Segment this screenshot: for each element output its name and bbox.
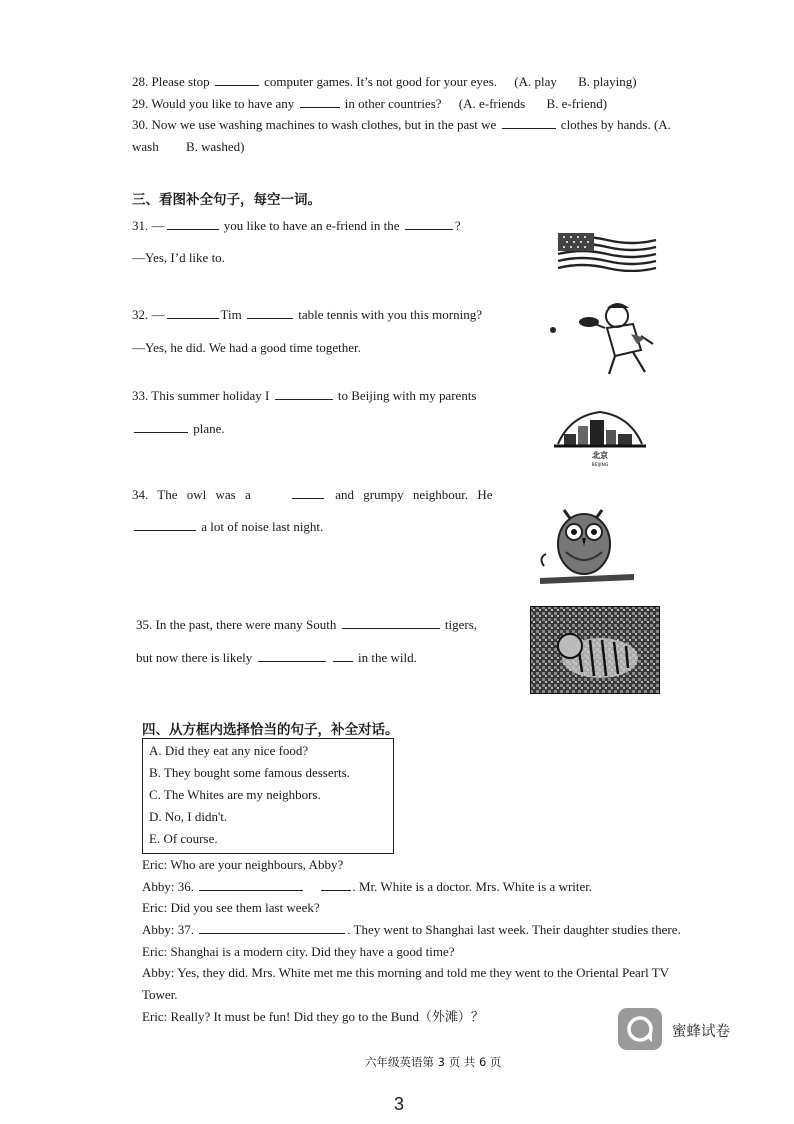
q33-stem-end2: plane. [193, 421, 225, 436]
option-a: A. Did they eat any nice food? [149, 743, 309, 758]
q34-blank-2[interactable] [134, 519, 196, 531]
question-34-line2 [132, 519, 323, 535]
option-c: C. The Whites are my neighbors. [149, 787, 321, 802]
q35-blank-3[interactable] [333, 650, 353, 662]
beijing-caption: 北京 [592, 451, 608, 460]
beijing-caption-en: BEIJING [591, 463, 609, 468]
dialogue-line-2 [142, 879, 592, 895]
refresh-logo-icon [618, 1008, 662, 1050]
q28-option-a: (A. play [514, 74, 557, 89]
tiger-image [530, 606, 660, 694]
q33-blank-1[interactable] [275, 388, 333, 400]
watermark-text: 蜜蜂试卷 [672, 1024, 730, 1040]
question-29 [132, 96, 607, 112]
dialogue-line-6: Abby: Yes, they did. Mrs. White met me this morning and told me they went to the Oriental Pearl TV [142, 965, 670, 980]
option-e: E. Of course. [149, 831, 218, 846]
q34-stem-end2: a lot of noise last night. [201, 519, 324, 534]
q32-blank-2[interactable] [247, 307, 293, 319]
q28-option-b: B. playing) [578, 74, 637, 89]
dialogue-line-4 [142, 922, 681, 938]
q36-blank-1[interactable] [199, 879, 303, 891]
question-35 [136, 617, 477, 633]
q28-stem: 28. Please stop [132, 74, 210, 89]
q33-stem-end: to Beijing with my parents [337, 388, 477, 403]
q31-blank-2[interactable] [405, 218, 453, 230]
question-30 [132, 117, 671, 133]
q36-blank-2[interactable] [321, 879, 351, 891]
q35-stem-2: but now there is likely [136, 650, 253, 665]
q32-stem-mid: Tim [220, 307, 242, 322]
q35-blank-2[interactable] [258, 650, 326, 662]
q29-blank[interactable] [300, 96, 340, 108]
option-b: B. They bought some famous desserts. [149, 765, 350, 780]
option-d: D. No, I didn't. [149, 809, 228, 824]
question-33 [132, 388, 477, 404]
q32-reply: —Yes, he did. We had a good time together. [132, 340, 361, 355]
q35-stem: 35. In the past, there were many South [136, 617, 337, 632]
q30-option-b: B. washed) [185, 139, 245, 154]
q31-stem-end: ? [454, 218, 461, 233]
q32-blank-1[interactable] [167, 307, 219, 319]
q31-reply: —Yes, I’d like to. [132, 250, 225, 265]
dialogue-line-1: Eric: Who are your neighbours, Abby? [142, 857, 344, 872]
section-4-title: 四、从方框内选择恰当的句子，补全对话。 [142, 722, 399, 738]
owl-image [530, 502, 640, 588]
q29-stem: 29. Would you like to have any [132, 96, 295, 111]
ping-pong-player-image [545, 290, 660, 378]
q34-stem-end: and grumpy neighbour. He [335, 487, 493, 502]
q29-option-a: (A. e-friends [458, 96, 526, 111]
dialogue-line-3: Eric: Did you see them last week? [142, 900, 320, 915]
dialogue-36-rest: . Mr. White is a doctor. Mrs. White is a writer. [352, 879, 593, 894]
question-34 [132, 487, 493, 503]
dialogue-line-5: Eric: Shanghai is a modern city. Did they have a good time? [142, 944, 455, 959]
question-31 [132, 218, 461, 234]
q29-option-b: B. e-friend) [546, 96, 608, 111]
question-32 [132, 307, 482, 323]
options-box [142, 738, 394, 854]
question-28 [132, 74, 637, 90]
usa-flag-image [552, 228, 662, 272]
q31-blank-1[interactable] [167, 218, 219, 230]
q31-stem-mid: you like to have an e-friend in the [223, 218, 400, 233]
q32-stem-end: table tennis with you this morning? [298, 307, 483, 322]
q33-stem: 33. This summer holiday I [132, 388, 270, 403]
q29-stem-end: in other countries? [344, 96, 442, 111]
q30-stem: 30. Now we use washing machines to wash clothes, but in the past we [132, 117, 497, 132]
q35-blank-1[interactable] [342, 617, 440, 629]
dialogue-36-label: Abby: 36. [142, 879, 194, 894]
question-33-line2 [132, 421, 225, 437]
q30-blank[interactable] [502, 117, 556, 129]
dialogue-line-8: Eric: Really? It must be fun! Did they go to the Bund（外滩）？ [142, 1009, 484, 1024]
beijing-buildings-image [550, 402, 650, 468]
page-footer: 六年级英语第 3 页 共 6 页 [365, 1055, 502, 1069]
q35-stem-end2: in the wild. [358, 650, 417, 665]
q30-stem-end: clothes by hands. (A. [560, 117, 671, 132]
q34-stem: 34. The owl was a [132, 487, 251, 502]
q31-stem: 31. — [132, 218, 165, 233]
q37-blank[interactable] [199, 922, 345, 934]
q32-stem: 32. — [132, 307, 165, 322]
dialogue-37-label: Abby: 37. [142, 922, 194, 937]
q34-blank-1[interactable] [292, 487, 324, 499]
q35-stem-end: tigers, [444, 617, 478, 632]
dialogue-line-7: Tower. [142, 987, 178, 1002]
q33-blank-2[interactable] [134, 421, 188, 433]
q30-option-a: wash [132, 139, 159, 154]
dialogue-37-rest: . They went to Shanghai last week. Their daughter studies there. [347, 922, 681, 937]
question-30-options [132, 139, 244, 155]
section-3-title: 三、看图补全句子，每空一词。 [132, 192, 321, 208]
q28-blank[interactable] [215, 74, 259, 86]
q28-stem-end: computer games. It’s not good for your eyes. [264, 74, 498, 89]
question-35-line2 [136, 650, 417, 666]
page-number: 3 [394, 1094, 405, 1114]
